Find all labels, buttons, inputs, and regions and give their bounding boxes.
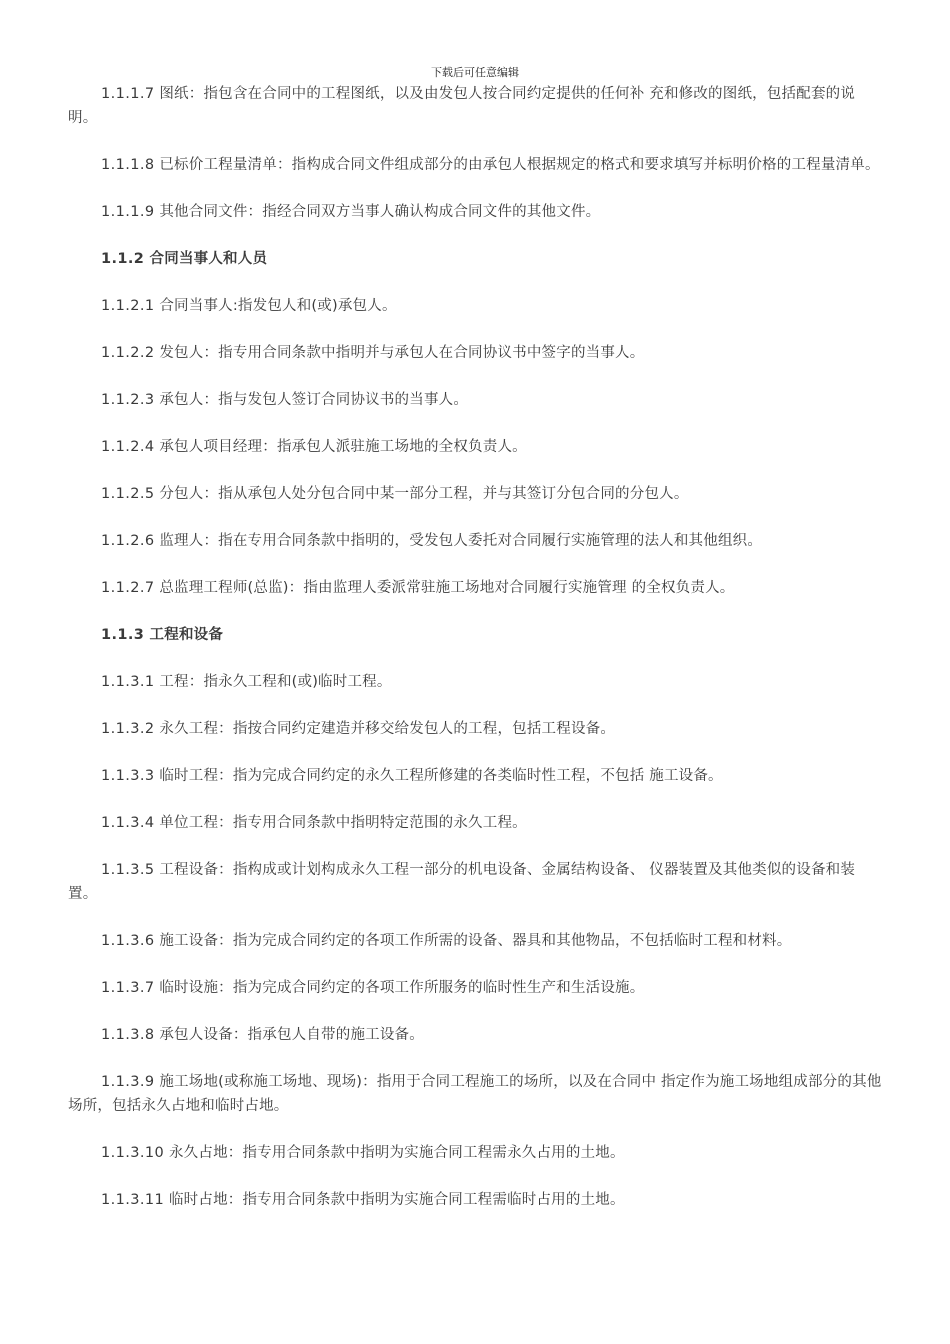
section-heading-1-1-2 [68,247,882,271]
clause-text: 图纸：指包含在合同中的工程图纸，以及由发包人按合同约定提供的任何补 充和修改的图纸，包括配套的说明。 [68,86,856,126]
clause-number: 1.1.2.6 [101,533,155,549]
paragraph-1-1-3-6 [68,929,882,953]
clause-text: 已标价工程量清单：指构成合同文件组成部分的由承包人根据规定的格式和要求填写并标明价格的工程量清单。 [159,157,880,173]
paragraph-1-1-1-8 [68,153,882,177]
clause-text: 其他合同文件：指经合同双方当事人确认构成合同文件的其他文件。 [159,204,601,220]
page-header: 下载后可任意编辑 [431,66,519,79]
paragraph-1-1-3-7 [68,976,882,1000]
paragraph-1-1-3-2 [68,717,882,741]
document-body [68,82,882,1212]
clause-text: 临时占地：指专用合同条款中指明为实施合同工程需临时占用的土地。 [168,1192,625,1208]
section-number: 1.1.3 [101,627,145,643]
section-title: 合同当事人和人员 [149,251,268,267]
clause-number: 1.1.3.5 [101,862,155,878]
paragraph-1-1-3-9 [68,1070,882,1118]
clause-number: 1.1.3.1 [101,674,155,690]
section-number: 1.1.2 [101,251,145,267]
clause-text: 承包人设备：指承包人自带的施工设备。 [159,1027,424,1043]
clause-text: 临时设施：指为完成合同约定的各项工作所服务的临时性生产和生活设施。 [159,980,645,996]
clause-number: 1.1.3.8 [101,1027,155,1043]
clause-number: 1.1.2.4 [101,439,155,455]
clause-number: 1.1.1.8 [101,157,155,173]
paragraph-1-1-3-5 [68,858,882,906]
clause-number: 1.1.1.7 [101,86,155,102]
clause-text: 永久工程：指按合同约定建造并移交给发包人的工程，包括工程设备。 [159,721,616,737]
clause-text: 合同当事人:指发包人和(或)承包人。 [159,298,397,314]
paragraph-1-1-3-11 [68,1188,882,1212]
clause-text: 承包人项目经理：指承包人派驻施工场地的全权负责人。 [159,439,527,455]
paragraph-1-1-2-4 [68,435,882,459]
clause-number: 1.1.1.9 [101,204,155,220]
paragraph-1-1-3-10 [68,1141,882,1165]
paragraph-1-1-2-3 [68,388,882,412]
clause-number: 1.1.3.7 [101,980,155,996]
clause-text: 施工场地(或称施工场地、现场)：指用于合同工程施工的场所，以及在合同中 指定作为施工场地组成部分的其他场所，包括永久占地和临时占地。 [68,1074,882,1114]
clause-text: 工程设备：指构成或计划构成永久工程一部分的机电设备、金属结构设备、 仪器装置及其他类似的设备和装置。 [68,862,856,902]
paragraph-1-1-3-8 [68,1023,882,1047]
clause-text: 总监理工程师(总监)：指由监理人委派常驻施工场地对合同履行实施管理 的全权负责人。 [159,580,735,596]
paragraph-1-1-1-9 [68,200,882,224]
paragraph-1-1-3-3 [68,764,882,788]
clause-text: 监理人：指在专用合同条款中指明的，受发包人委托对合同履行实施管理的法人和其他组织。 [159,533,763,549]
clause-number: 1.1.3.9 [101,1074,155,1090]
paragraph-1-1-1-7 [68,82,882,130]
clause-text: 承包人：指与发包人签订合同协议书的当事人。 [159,392,469,408]
clause-text: 永久占地：指专用合同条款中指明为实施合同工程需永久占用的土地。 [168,1145,625,1161]
clause-number: 1.1.2.1 [101,298,155,314]
clause-text: 发包人：指专用合同条款中指明并与承包人在合同协议书中签字的当事人。 [159,345,645,361]
paragraph-1-1-2-5 [68,482,882,506]
paragraph-1-1-2-1 [68,294,882,318]
clause-text: 临时工程：指为完成合同约定的永久工程所修建的各类临时性工程，不包括 施工设备。 [159,768,723,784]
clause-text: 单位工程：指专用合同条款中指明特定范围的永久工程。 [159,815,527,831]
section-heading-1-1-3 [68,623,882,647]
paragraph-1-1-2-2 [68,341,882,365]
clause-text: 分包人：指从承包人处分包合同中某一部分工程，并与其签订分包合同的分包人。 [159,486,689,502]
clause-text: 工程：指永久工程和(或)临时工程。 [159,674,392,690]
clause-number: 1.1.2.7 [101,580,155,596]
section-title: 工程和设备 [149,627,224,643]
clause-number: 1.1.2.3 [101,392,155,408]
paragraph-1-1-3-1 [68,670,882,694]
paragraph-1-1-2-6 [68,529,882,553]
clause-number: 1.1.2.5 [101,486,155,502]
paragraph-1-1-3-4 [68,811,882,835]
clause-number: 1.1.3.6 [101,933,155,949]
clause-text: 施工设备：指为完成合同约定的各项工作所需的设备、器具和其他物品，不包括临时工程和材料。 [159,933,792,949]
clause-number: 1.1.3.10 [101,1145,165,1161]
clause-number: 1.1.3.3 [101,768,155,784]
clause-number: 1.1.2.2 [101,345,155,361]
paragraph-1-1-2-7 [68,576,882,600]
clause-number: 1.1.3.4 [101,815,155,831]
clause-number: 1.1.3.2 [101,721,155,737]
clause-number: 1.1.3.11 [101,1192,165,1208]
